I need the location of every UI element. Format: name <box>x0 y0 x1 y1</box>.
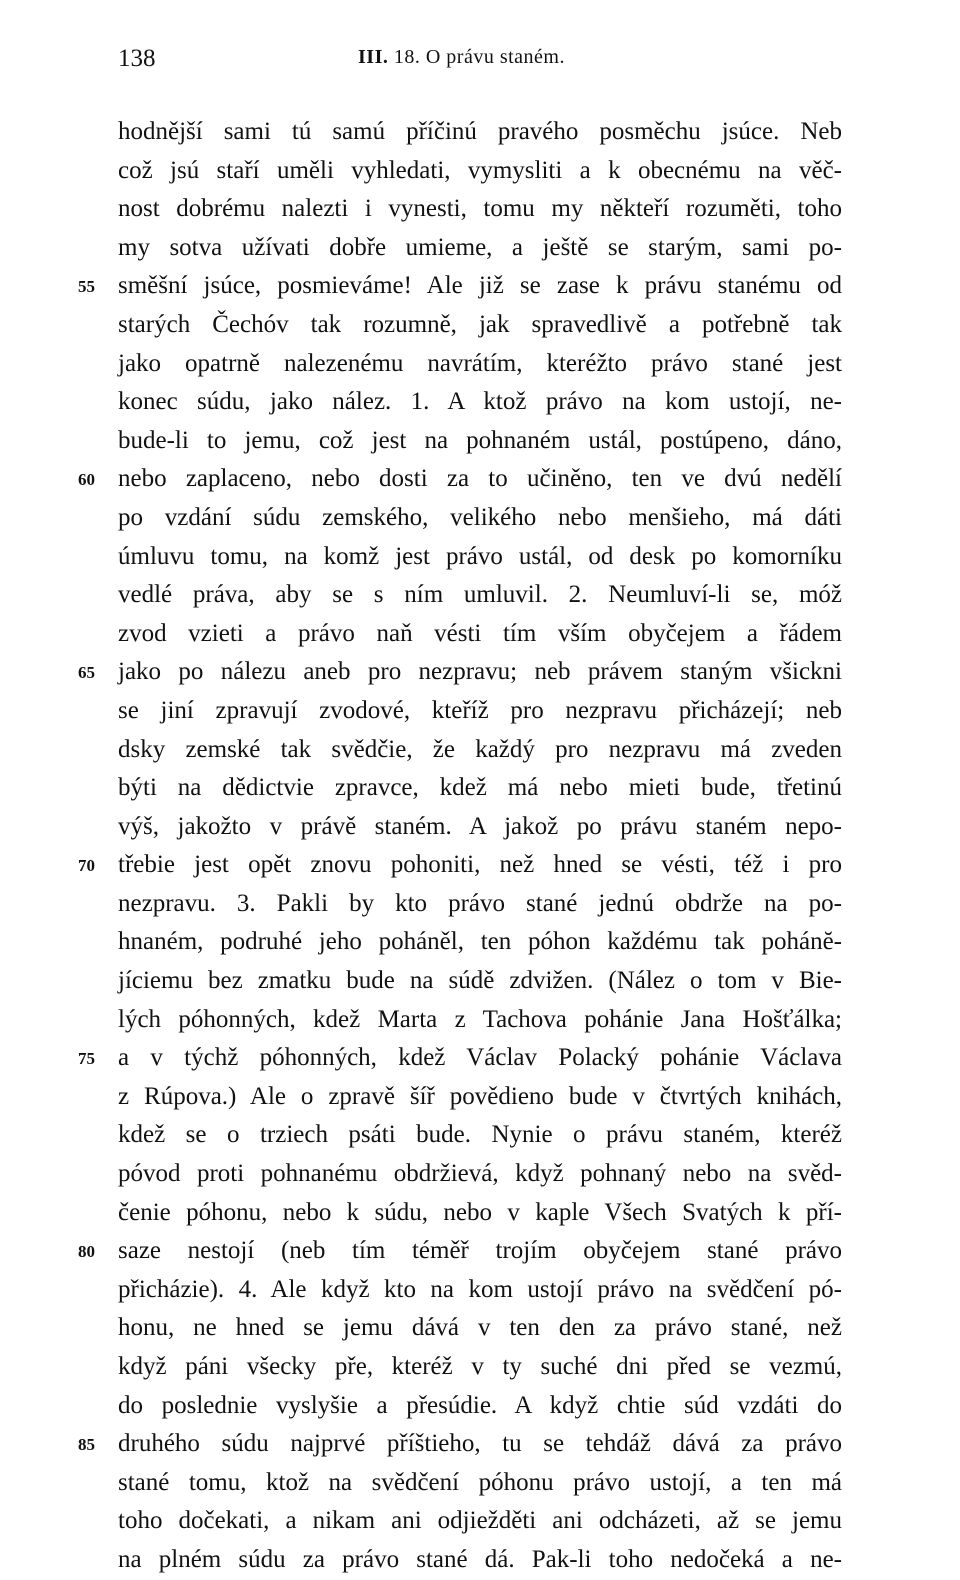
line-text: hodnější sami tú samú příčinú pravého posměchu jsúce. Neb <box>118 118 842 145</box>
text-line <box>118 615 842 654</box>
text-line <box>118 1116 842 1155</box>
text-line <box>78 653 842 692</box>
text-line <box>118 962 842 1001</box>
chapter-title: O právu staném. <box>425 46 565 68</box>
text-line <box>118 1348 842 1387</box>
text-line <box>78 460 842 499</box>
line-text: z Rúpova.) Ale o zpravě šíř povědieno bude v čtvrtých knihách, <box>118 1082 842 1110</box>
page-header <box>118 45 838 77</box>
text-line <box>118 422 842 461</box>
line-text: starých Čechóv tak rozumně, jak spravedlivě a potřebně tak <box>118 310 842 338</box>
line-text: což jsú staří uměli vyhledati, vymysliti a k obecnému na věč- <box>118 156 842 184</box>
body-text <box>78 113 842 1580</box>
line-text: výš, jakožto v právě staném. A jakož po právu staném nepo- <box>118 812 842 840</box>
text-line <box>118 538 842 577</box>
text-line <box>118 1541 842 1580</box>
text-line <box>118 306 842 345</box>
text-line <box>78 846 842 885</box>
line-text: úmluvu tomu, na komž jest právo ustál, od desk po komorníku <box>118 542 842 570</box>
text-line <box>78 1232 842 1271</box>
text-line <box>78 1425 842 1464</box>
text-line <box>118 1078 842 1117</box>
line-text: nost dobrému nalezti i vynesti, tomu my někteří rozuměti, toho <box>118 195 842 223</box>
text-line <box>78 267 842 306</box>
text-line <box>118 113 842 152</box>
text-line <box>118 731 842 770</box>
line-text: bude-li to jemu, což jest na pohnaném ustál, postúpeno, dáno, <box>118 426 842 454</box>
line-text: třebie jest opět znovu pohoniti, než hned se vésti, též i pro <box>118 851 842 879</box>
line-number: 80 <box>78 1242 95 1262</box>
line-text: a v týchž póhonných, kdež Václav Polacký pohánie Václava <box>118 1044 842 1072</box>
text-line <box>118 499 842 538</box>
text-line <box>118 1001 842 1040</box>
line-text: přicházie). 4. Ale když kto na kom ustojí právo na svědčení pó- <box>118 1275 842 1303</box>
text-line <box>78 1039 842 1078</box>
line-text: dsky zemské tak svědčie, že každý pro nezpravu má zveden <box>118 735 842 763</box>
line-text: my sotva užívati dobře umieme, a ještě se starým, sami po- <box>118 233 842 261</box>
line-text: jako po nálezu aneb pro nezpravu; neb právem staným všickni <box>118 658 842 686</box>
text-line <box>118 885 842 924</box>
text-line <box>118 229 842 268</box>
line-text: stané tomu, ktož na svědčení póhonu právo ustojí, a ten má <box>118 1468 842 1496</box>
text-line <box>118 1464 842 1503</box>
line-text: po vzdání súdu zemského, velikého nebo menšieho, má dáti <box>118 503 842 531</box>
text-line <box>118 769 842 808</box>
line-text: nezpravu. 3. Pakli by kto právo stané jednú obdrže na po- <box>118 889 842 917</box>
line-text: honu, ne hned se jemu dává v ten den za právo stané, než <box>118 1314 842 1342</box>
line-text: hnaném, podruhé jeho poháněl, ten póhon každému tak pohánĕ- <box>118 928 842 956</box>
line-number: 70 <box>78 856 95 876</box>
line-text: když páni všecky pře, kteréž v ty suché dni před se vezmú, <box>118 1353 842 1380</box>
line-text: do poslednie vyslyšie a přesúdie. A když chtie súd vzdáti do <box>118 1391 842 1419</box>
text-line <box>118 383 842 422</box>
line-number: 75 <box>78 1049 95 1069</box>
line-number: 60 <box>78 470 95 490</box>
running-head <box>358 46 565 69</box>
line-text: vedlé práva, aby se s ním umluvil. 2. Neumluví-li se, móž <box>118 581 842 609</box>
line-text: nebo zaplaceno, nebo dosti za to učiněno, ten ve dvú nedělí <box>118 465 842 493</box>
text-line <box>118 1271 842 1310</box>
text-line <box>118 1502 842 1541</box>
text-line <box>118 923 842 962</box>
section-number: III. <box>358 46 389 68</box>
text-line <box>118 1194 842 1233</box>
chapter-number: 18. <box>393 46 421 68</box>
text-line <box>118 1387 842 1426</box>
line-text: toho dočekati, a nikam ani odjiežděti ani odcházeti, až se jemu <box>118 1507 842 1535</box>
text-line <box>118 576 842 615</box>
line-text: směšní jsúce, posmieváme! Ale již se zase k právu stanému od <box>118 272 842 300</box>
line-text: druhého súdu najprvé příštieho, tu se tehdáž dává za právo <box>118 1430 842 1458</box>
line-number: 55 <box>78 277 95 297</box>
line-text: zvod vzieti a právo naň vésti tím vším obyčejem a řádem <box>118 619 842 647</box>
line-text: na plném súdu za právo stané dá. Pak-li toho nedočeká a ne- <box>118 1545 842 1573</box>
line-text: konec súdu, jako nález. 1. A ktož právo na kom ustojí, ne- <box>118 388 842 416</box>
text-line <box>118 692 842 731</box>
line-number: 85 <box>78 1435 95 1455</box>
line-text: jíciemu bez zmatku bude na súdě zdvižen. (Nález o tom v Bie- <box>118 967 842 995</box>
line-text: se jiní zpravují zvodové, kteříž pro nezpravu přicházejí; neb <box>118 696 842 724</box>
line-text: póvod proti pohnanému obdržievá, když pohnaný nebo na svěd- <box>118 1160 842 1188</box>
line-text: saze nestojí (neb tím téměř trojím obyčejem stané právo <box>118 1237 842 1265</box>
line-text: lých póhonných, kdež Marta z Tachova pohánie Jana Hošťálka; <box>118 1005 842 1033</box>
line-text: jako opatrně nalezenému navrátím, kteréžto právo stané jest <box>118 349 842 377</box>
text-line <box>118 152 842 191</box>
line-text: čenie póhonu, nebo k súdu, nebo v kaple Všech Svatých k pří- <box>118 1198 842 1226</box>
page-number: 138 <box>118 45 156 72</box>
line-text: kdež se o trziech psáti bude. Nynie o právu staném, kteréž <box>118 1121 842 1149</box>
line-number: 65 <box>78 663 95 683</box>
text-line <box>118 345 842 384</box>
line-text: býti na dědictvie zpravce, kdež má nebo mieti bude, třetinú <box>118 774 842 802</box>
text-line <box>118 808 842 847</box>
text-line <box>118 190 842 229</box>
text-line <box>118 1155 842 1194</box>
text-line <box>118 1309 842 1348</box>
